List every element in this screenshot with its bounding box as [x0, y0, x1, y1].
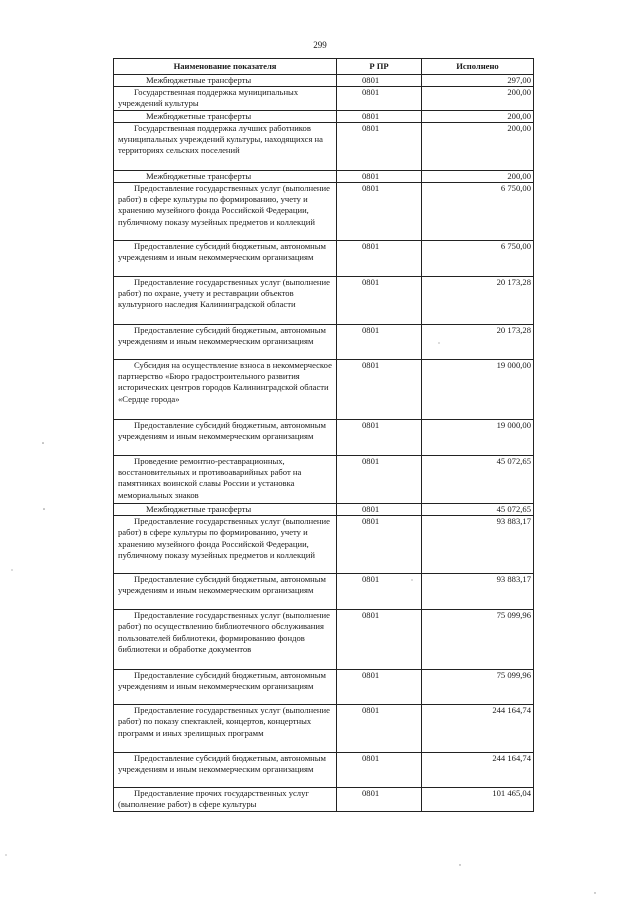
section-code: 0801: [337, 110, 422, 122]
indicator-name: Предоставление государственных услуг (выполнение работ) в сфере культуры по формированию, учету и хранению музейного фонда Российской Федерации, публичному показу музейных предметов и коллекций: [114, 516, 337, 574]
indicator-name: Государственная поддержка муниципальных учреждений культуры: [114, 87, 337, 110]
section-code: 0801: [337, 122, 422, 170]
section-code: 0801: [337, 87, 422, 110]
executed-amount: 19 000,00: [422, 360, 534, 420]
indicator-name: Предоставление субсидий бюджетным, автономным учреждениям и иным некоммерческим организациям: [114, 670, 337, 705]
indicator-name: Предоставление государственных услуг (выполнение работ) по охране, учету и реставрации объектов культурного наследия Калининградской области: [114, 277, 337, 325]
executed-amount: 75 099,96: [422, 670, 534, 705]
table-row: [114, 110, 534, 122]
section-code: 0801: [337, 420, 422, 456]
table-row: [114, 456, 534, 504]
executed-amount: 6 750,00: [422, 241, 534, 277]
section-code: 0801: [337, 574, 422, 610]
executed-amount: 200,00: [422, 110, 534, 122]
table-row: [114, 170, 534, 182]
indicator-name: Предоставление государственных услуг (выполнение работ) по показу спектаклей, концертов, концертных программ и иных зрелищных программ: [114, 705, 337, 753]
executed-amount: 200,00: [422, 122, 534, 170]
section-code: 0801: [337, 670, 422, 705]
indicator-name: Межбюджетные трансферты: [114, 75, 337, 87]
table-row: [114, 325, 534, 360]
indicator-name: Предоставление субсидий бюджетным, автономным учреждениям и иным некоммерческим организациям: [114, 574, 337, 610]
section-code: 0801: [337, 360, 422, 420]
indicator-name: Предоставление субсидий бюджетным, автономным учреждениям и иным некоммерческим организациям: [114, 753, 337, 788]
table-row: [114, 241, 534, 277]
section-code: 0801: [337, 75, 422, 87]
executed-amount: 45 072,65: [422, 456, 534, 504]
executed-amount: 19 000,00: [422, 420, 534, 456]
indicator-name: Предоставление прочих государственных услуг (выполнение работ) в сфере культуры: [114, 788, 337, 812]
indicator-name: Проведение ремонтно-реставрационных, восстановительных и противоаварийных работ на памятниках воинской славы России и установка мемориальных знаков: [114, 456, 337, 504]
indicator-name: Межбюджетные трансферты: [114, 170, 337, 182]
header-amount: Исполнено: [422, 59, 534, 75]
table-row: [114, 277, 534, 325]
section-code: 0801: [337, 241, 422, 277]
section-code: 0801: [337, 516, 422, 574]
indicator-name: Предоставление государственных услуг (выполнение работ) по осуществлению библиотечного обслуживания пользователей библиотеки, формированию фондов библиотеки и обработке документов: [114, 610, 337, 670]
table-body: [114, 75, 534, 812]
section-code: 0801: [337, 705, 422, 753]
table-row: [114, 516, 534, 574]
indicator-name: Межбюджетные трансферты: [114, 504, 337, 516]
table-row: [114, 788, 534, 812]
table-row: [114, 574, 534, 610]
table-row: [114, 87, 534, 110]
table-row: [114, 753, 534, 788]
section-code: 0801: [337, 325, 422, 360]
header-name: Наименование показателя: [114, 59, 337, 75]
table-row: [114, 183, 534, 241]
table-row: [114, 420, 534, 456]
executed-amount: 200,00: [422, 87, 534, 110]
section-code: 0801: [337, 277, 422, 325]
section-code: 0801: [337, 753, 422, 788]
executed-amount: 200,00: [422, 170, 534, 182]
section-code: 0801: [337, 183, 422, 241]
executed-amount: 244 164,74: [422, 753, 534, 788]
executed-amount: 20 173,28: [422, 325, 534, 360]
table-row: [114, 610, 534, 670]
executed-amount: 101 465,04: [422, 788, 534, 812]
header-code: Р ПР: [337, 59, 422, 75]
indicator-name: Предоставление государственных услуг (выполнение работ) в сфере культуры по формированию, учету и хранению музейного фонда Российской Федерации, публичному показу музейных предметов и коллекций: [114, 183, 337, 241]
section-code: 0801: [337, 456, 422, 504]
table-row: [114, 504, 534, 516]
executed-amount: 93 883,17: [422, 574, 534, 610]
indicator-name: Предоставление субсидий бюджетным, автономным учреждениям и иным некоммерческим организациям: [114, 420, 337, 456]
table-row: [114, 122, 534, 170]
section-code: 0801: [337, 610, 422, 670]
indicator-name: Межбюджетные трансферты: [114, 110, 337, 122]
executed-amount: 244 164,74: [422, 705, 534, 753]
table-row: [114, 360, 534, 420]
indicator-name: Государственная поддержка лучших работников муниципальных учреждений культуры, находящихся на территориях сельских поселений: [114, 122, 337, 170]
section-code: 0801: [337, 788, 422, 812]
executed-amount: 75 099,96: [422, 610, 534, 670]
table-header-row: [114, 59, 534, 75]
indicator-name: Предоставление субсидий бюджетным, автономным учреждениям и иным некоммерческим организациям: [114, 325, 337, 360]
indicator-name: Предоставление субсидий бюджетным, автономным учреждениям и иным некоммерческим организациям: [114, 241, 337, 277]
section-code: 0801: [337, 170, 422, 182]
executed-amount: 20 173,28: [422, 277, 534, 325]
executed-amount: 297,00: [422, 75, 534, 87]
page-number: 299: [313, 40, 327, 50]
table-row: [114, 705, 534, 753]
budget-table: [113, 58, 534, 812]
executed-amount: 45 072,65: [422, 504, 534, 516]
table-row: [114, 75, 534, 87]
table-row: [114, 670, 534, 705]
section-code: 0801: [337, 504, 422, 516]
indicator-name: Субсидия на осуществление взноса в некоммерческое партнерство «Бюро градостроительного развития исторических центров городов Калининградской области «Сердце города»: [114, 360, 337, 420]
executed-amount: 93 883,17: [422, 516, 534, 574]
executed-amount: 6 750,00: [422, 183, 534, 241]
